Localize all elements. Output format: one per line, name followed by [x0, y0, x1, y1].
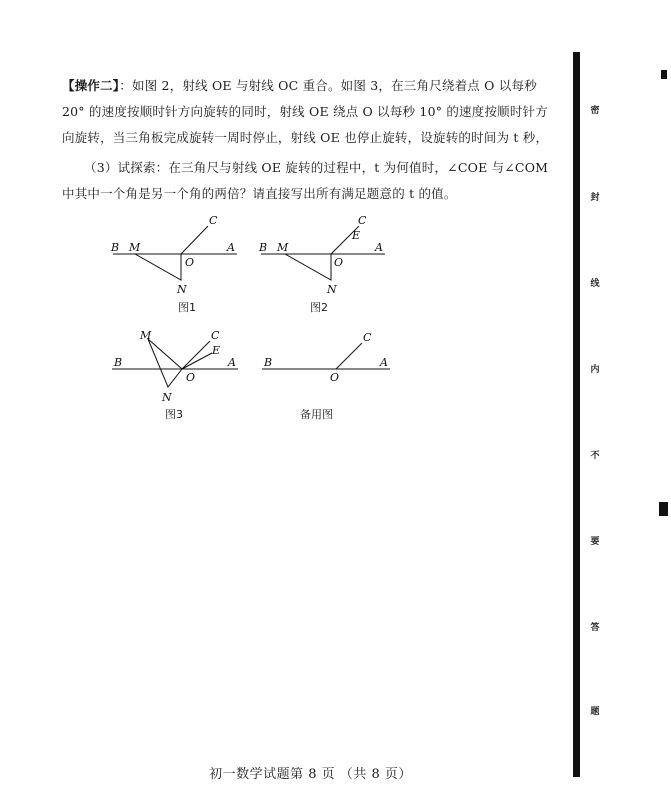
- ray-oc: [182, 341, 210, 369]
- label-c: C: [209, 214, 218, 227]
- triangle-mon: [148, 339, 182, 387]
- label-o: O: [185, 256, 195, 269]
- label-m: M: [140, 329, 152, 342]
- figure-2: [253, 210, 393, 303]
- figure-3: [108, 325, 248, 408]
- label-o: O: [334, 256, 344, 269]
- label-c: C: [211, 329, 220, 342]
- label-c: C: [363, 331, 372, 344]
- binding-word-7: 答: [590, 623, 600, 633]
- label-c: C: [358, 214, 367, 227]
- ray-oc: [181, 226, 208, 254]
- triangle-mon: [285, 254, 331, 280]
- sub-question-3: [62, 155, 557, 207]
- label-o: O: [186, 371, 196, 384]
- label-b: B: [114, 356, 123, 369]
- figure-2-diagram: [253, 210, 393, 300]
- operation-two-paragraph: [62, 73, 557, 151]
- label-n: N: [177, 283, 187, 296]
- label-e: E: [352, 229, 361, 242]
- label-o: O: [330, 371, 340, 384]
- page-footer: 初一数学试题第 8 页 （共 8 页）: [209, 767, 412, 782]
- spare-figure-diagram: [258, 325, 398, 395]
- figure-3-diagram: [108, 325, 248, 405]
- figure-1-caption: 图1: [178, 301, 196, 314]
- triangle-mon: [135, 254, 181, 280]
- binding-word-4: 内: [590, 365, 600, 375]
- binding-line: [573, 52, 580, 777]
- label-n: N: [327, 283, 337, 296]
- binding-word-5: 不: [590, 451, 600, 461]
- figure-1-diagram: [105, 210, 245, 300]
- operation-text: ：如图 2，射线 OE 与射线 OC 重合。如图 3，在三角尺绕着点 O 以每秒 20° 的速度按顺时针方向旋转的同时，射线 OE 绕点 O 以每秒 10° 的速度按顺时针方向旋转，当三角板完成旋转一周时停止，射线 OE 也停止旋转，设旋转的时间为 t 秒，: [62, 77, 549, 145]
- figure-1: [105, 210, 245, 303]
- label-a: A: [227, 241, 235, 254]
- label-m: M: [129, 241, 141, 254]
- label-a: A: [380, 356, 388, 369]
- operation-label: 【操作二】: [62, 77, 120, 93]
- label-e: E: [212, 344, 221, 357]
- spare-figure: [258, 325, 398, 398]
- label-b: B: [111, 241, 120, 254]
- ray-oe: [182, 353, 212, 369]
- figure-2-caption: 图2: [310, 301, 328, 314]
- ray-oc: [336, 343, 362, 369]
- binding-word-3: 线: [590, 279, 600, 289]
- label-b: B: [259, 241, 268, 254]
- spare-figure-caption: 备用图: [300, 408, 333, 421]
- label-n: N: [162, 391, 172, 404]
- binding-mark-top: [661, 70, 667, 79]
- sub-question-number: （3）: [84, 159, 118, 175]
- sub-question-text: 试探索：在三角尺与射线 OE 旋转的过程中，t 为何值时，∠COE 与∠COM 中其中一个角是另一个角的两倍？请直接写出所有满足题意的 t 的值。: [62, 159, 549, 201]
- label-m: M: [277, 241, 289, 254]
- figure-3-caption: 图3: [165, 408, 183, 421]
- binding-mark-middle: [659, 502, 668, 516]
- binding-word-6: 要: [590, 537, 600, 547]
- label-a: A: [228, 356, 236, 369]
- binding-word-1: 密: [590, 106, 600, 116]
- binding-word-2: 封: [590, 193, 600, 203]
- binding-word-8: 题: [590, 707, 600, 717]
- label-b: B: [264, 356, 273, 369]
- label-a: A: [375, 241, 383, 254]
